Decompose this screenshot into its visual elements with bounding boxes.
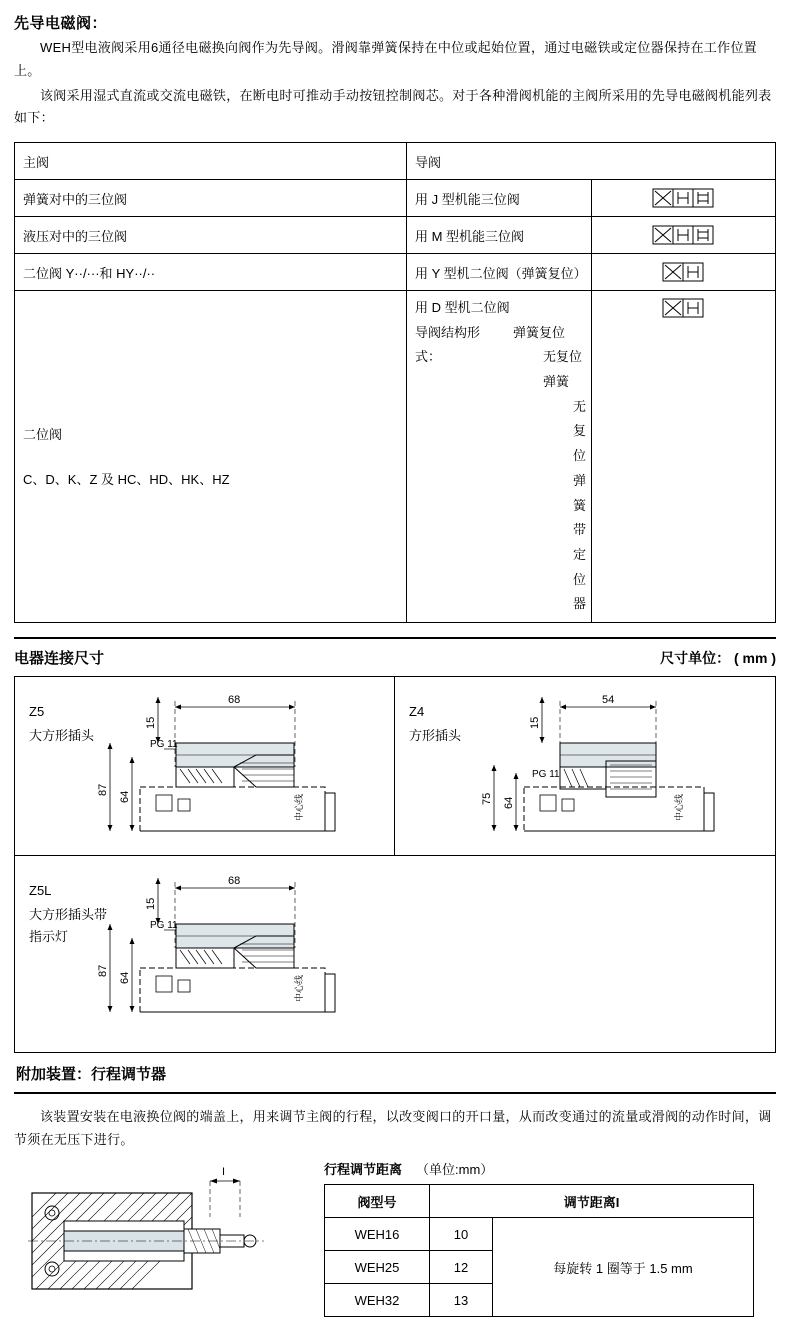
svg-text:中心线: 中心线 <box>294 793 304 821</box>
valve-symbol-three-pos-j <box>591 180 776 217</box>
svg-text:15: 15 <box>529 716 541 729</box>
z5l-drawing <box>80 862 380 1052</box>
z4-drawing <box>460 681 760 857</box>
model-weh16: WEH16 <box>325 1218 430 1251</box>
svg-text:68: 68 <box>228 693 241 706</box>
row-pilot-label: 用 M 型机能三位阀 <box>407 217 592 254</box>
main-valve-line2: C、D、K、Z 及 HC、HD、HK、HZ <box>23 472 230 488</box>
svg-text:64: 64 <box>503 796 515 809</box>
section-title-electrical: 电器连接尺寸 <box>14 649 105 667</box>
section-electrical-dimensions <box>14 637 776 1053</box>
table-header-row <box>325 1185 754 1218</box>
z5-desc: 大方形插头 <box>29 728 95 744</box>
main-valve-line1: 二位阀 <box>23 427 63 443</box>
svg-text:75: 75 <box>481 792 493 805</box>
stroke-drawing <box>14 1159 314 1309</box>
valve-symbol-three-pos-m <box>591 217 776 254</box>
table-row-last <box>15 291 776 623</box>
header-model: 阀型号 <box>325 1185 430 1218</box>
svg-text:PG 11: PG 11 <box>532 768 560 780</box>
header-pilot-valve: 导阀 <box>407 143 776 180</box>
svg-text:15: 15 <box>145 897 157 910</box>
paragraph-1: WEH型电液阀采用6通径电磁换向阀作为先导阀。滑阀靠弹簧保持在中位或起始位置，通过电磁铁或定位器保持在工作位置上。 <box>14 40 758 78</box>
row-main-label-block <box>15 291 407 623</box>
table-header-row <box>15 143 776 180</box>
row-pilot-label: 用 Y 型机二位阀（弹簧复位） <box>407 254 592 291</box>
stroke-table-unit: （单位:mm） <box>416 1162 494 1178</box>
value-weh16: 10 <box>430 1218 493 1251</box>
stroke-paragraph: 该装置安装在电液换位阀的端盖上，用来调节主阀的行程，以改变阀口的开口量，从而改变通过的流量或滑阀的动作时间，调节须在无压下进行。 <box>14 1108 772 1147</box>
section-pilot-valve <box>14 12 776 623</box>
pilot-option-3: 无复位弹簧带定位器 <box>573 398 587 612</box>
svg-text:15: 15 <box>145 716 157 729</box>
unit-note: 尺寸单位： ( mm ) <box>660 649 776 666</box>
row-main-label: 液压对中的三位阀 <box>15 217 407 254</box>
z5l-desc: 大方形插头带 <box>29 907 108 923</box>
svg-text:54: 54 <box>602 693 615 706</box>
svg-text:PG 11: PG 11 <box>150 919 178 931</box>
pilot-structure-label: 导阀结构形式： <box>415 324 481 365</box>
model-weh32: WEH32 <box>325 1284 430 1317</box>
section-title-pilot: 先导电磁阀： <box>14 15 108 32</box>
value-weh25: 12 <box>430 1251 493 1284</box>
table-row <box>15 180 776 217</box>
valve-function-table <box>14 142 776 623</box>
table-row <box>15 217 776 254</box>
svg-text:64: 64 <box>119 790 131 803</box>
section-stroke-adjuster <box>14 1053 776 1317</box>
svg-text:中心线: 中心线 <box>674 793 684 821</box>
svg-text:PG 11: PG 11 <box>150 738 178 750</box>
pilot-option-2: 无复位弹簧 <box>543 349 583 390</box>
paragraph-2: 该阀采用湿式直流或交流电磁铁，在断电时可推动手动按钮控制阀芯。对于各种滑阀机能的主阀所采用的先导电磁阀机能列表如下： <box>14 87 772 126</box>
drawing-grid <box>14 676 776 1053</box>
row-pilot-block <box>407 291 592 623</box>
z5l-desc2: 指示灯 <box>29 929 69 945</box>
header-main-valve: 主阀 <box>15 143 407 180</box>
row-main-label: 二位阀 Y··/···和 HY··/·· <box>15 254 407 291</box>
z4-desc: 方形插头 <box>409 728 462 744</box>
svg-text:64: 64 <box>119 971 131 984</box>
svg-text:87: 87 <box>97 964 109 977</box>
z4-code: Z4 <box>409 703 425 719</box>
valve-symbol-two-pos-d <box>591 291 776 623</box>
valve-symbol-two-pos-y <box>591 254 776 291</box>
row-main-label: 弹簧对中的三位阀 <box>15 180 407 217</box>
stroke-distance-table <box>324 1184 754 1317</box>
z5-code: Z5 <box>29 703 45 719</box>
svg-text:I: I <box>222 1166 226 1179</box>
stroke-note: 每旋转 1 圈等于 1.5 mm <box>493 1218 754 1317</box>
table-row <box>325 1218 754 1251</box>
z5l-code: Z5L <box>29 882 52 898</box>
stroke-table-caption: 行程调节距离 <box>324 1162 403 1178</box>
document-page <box>0 12 790 1308</box>
svg-text:中心线: 中心线 <box>294 974 304 1002</box>
table-row <box>15 254 776 291</box>
section-title-stroke: 附加装置：行程调节器 <box>16 1065 167 1083</box>
pilot-type-label: 用 D 型机二位阀 <box>415 300 510 315</box>
z5-drawing <box>80 681 380 857</box>
model-weh25: WEH25 <box>325 1251 430 1284</box>
svg-text:87: 87 <box>97 783 109 796</box>
svg-text:68: 68 <box>228 874 241 887</box>
pilot-option-1: 弹簧复位 <box>513 324 566 340</box>
drawing-cell-z5l <box>15 856 775 1052</box>
value-weh32: 13 <box>430 1284 493 1317</box>
drawing-cell-z5 <box>15 677 395 855</box>
drawing-cell-z4 <box>395 677 775 855</box>
row-pilot-label: 用 J 型机能三位阀 <box>407 180 592 217</box>
header-distance: 调节距离I <box>430 1185 754 1218</box>
